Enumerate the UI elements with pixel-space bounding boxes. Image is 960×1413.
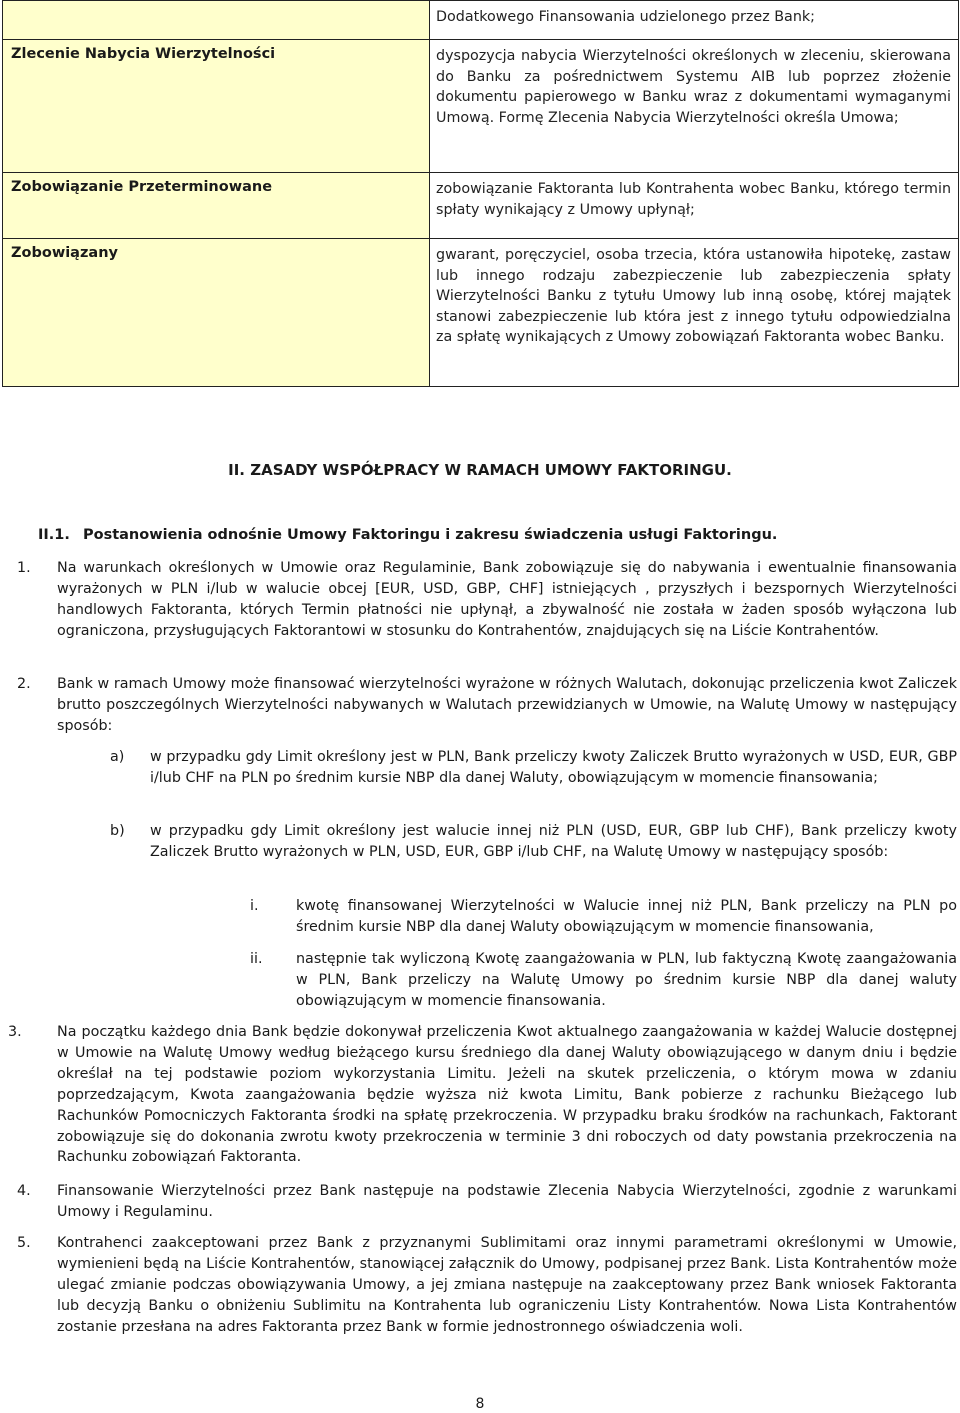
page-number: 8 [475,1396,485,1412]
definitions-table [2,0,959,387]
list-subitem [110,821,957,863]
list-subitem-letter: a) [110,749,125,765]
list-item-text: Na warunkach określonych w Umowie oraz Regulaminie, Bank zobowiązuje się do nabywania i ewentualnie finansowania wyrażonych w PLN i/lub w walucie obcej [EUR, USD, GBP, CHF] istniejących , przyszłych i bezspornych Wierzytelności handlowych Faktoranta, których Termin płatności nie upłynął, a zbywalność nie została w żaden sposób wyłączona lub ograniczona, przysługujących Faktorantowi w stosunku do Kontrahentów, znajdujących się na Liście Kontrahentów. [57,560,957,639]
definition-row [3,173,959,239]
list-subitem-text: w przypadku gdy Limit określony jest w PLN, Bank przeliczy kwoty Zaliczek Brutto wyrażonych w USD, EUR, GBP i/lub CHF na PLN po średnim kursie NBP dla danej Waluty, obowiązującym w momencie finansowania; [150,749,957,786]
definition-term: Zobowiązany [3,239,430,387]
list-roman-number: i. [250,898,259,914]
list-roman-text: następnie tak wyliczoną Kwotę zaangażowania w PLN, lub faktyczną Kwotę zaangażowania w PLN, Bank przeliczy na Walutę Umowy po średnim kursie NBP dla danej waluty obowiązującym w momencie finansowania. [296,951,957,1009]
list-roman-number: ii. [250,951,263,967]
subsection-number: II.1. [38,527,70,543]
list-item [17,674,957,737]
list-item-number: 3. [8,1024,22,1040]
list-subitem-letter: b) [110,823,125,839]
list-item-number: 1. [17,560,31,576]
definition-row [3,239,959,387]
list-item-text: Kontrahenci zaakceptowani przez Bank z przyznanymi Sublimitami oraz innymi parametrami określonymi w Umowie, wymienieni będą na Liście Kontrahentów, stanowiącej załącznik do Umowy, podpisanej przez Bank. Lista Kontrahentów może ulegać zmianie podczas obowiązywania Umowy, a jej zmiana następuje na zaakceptowany przez Bank wniosek Faktoranta lub decyzją Banku o obniżeniu Sublimitu na Kontrahenta lub ograniczeniu Listy Kontrahentów. Nowa Lista Kontrahentów zostanie przesłana na adres Faktoranta przez Bank w formie jednostronnego oświadczenia woli. [57,1235,957,1335]
subsection-heading: Postanowienia odnośnie Umowy Faktoringu i zakresu świadczenia usługi Faktoringu. [83,527,778,543]
list-roman-item [250,896,957,938]
list-subitem [110,747,957,789]
list-subitem-text: w przypadku gdy Limit określony jest walucie innej niż PLN (USD, EUR, GBP lub CHF), Bank przeliczy kwoty Zaliczek Brutto wyrażonych w PLN, USD, EUR, GBP i/lub CHF, na Walutę Umowy w następujący sposób: [150,823,957,860]
list-item-text: Na początku każdego dnia Bank będzie dokonywał przeliczenia Kwot aktualnego zaangażowania w każdej Walucie dostępnej w Umowie na Walutę Umowy według bieżącego kursu średniego dla danej Waluty obowiązującego w danym dniu i będzie określał na tej podstawie poziom wykorzystania Limitu. Jeżeli na skutek przeliczenia, o którym mowa w zdaniu poprzedzającym, Kwota zaangażowania będzie wyższa niż kwota Limitu, Bank pobierze z rachunku Bieżącego lub Rachunków Pomocniczych Faktoranta środki na spłatę przekroczenia. W przypadku braku środków na rachunkach, Faktorant zobowiązuje się do dokonania zwrotu kwoty przekroczenia w terminie 3 dni roboczych od daty powstania przekroczenia na Rachunku zobowiązań Faktoranta. [57,1024,957,1166]
definition-term: Zlecenie Nabycia Wierzytelności [3,40,430,173]
definition-desc: zobowiązanie Faktoranta lub Kontrahenta wobec Banku, którego termin spłaty wynikający z Umowy upłynął; [430,173,959,239]
definition-desc: dyspozycja nabycia Wierzytelności określonych w zleceniu, skierowana do Banku za pośrednictwem Systemu AIB lub poprzez złożenie dokumentu papierowego w Banku wraz z dokumentami wymaganymi Umową. Formę Zlecenia Nabycia Wierzytelności określa Umowa; [430,40,959,173]
list-roman-text: kwotę finansowanej Wierzytelności w Walucie innej niż PLN, Bank przeliczy na PLN po średnim kursie NBP dla danej Waluty obowiązującym w momencie finansowania, [296,898,957,935]
list-item [17,558,957,642]
definition-row [3,40,959,173]
subsection-title [38,527,777,543]
definition-row [3,1,959,40]
list-item-number: 5. [17,1235,31,1251]
list-item-number: 4. [17,1183,31,1199]
list-item-number: 2. [17,676,31,692]
list-item-text: Bank w ramach Umowy może finansować wierzytelności wyrażone w różnych Walutach, dokonując przeliczenia kwot Zaliczek brutto poszczególnych Wierzytelności nabywanych w Walutach przewidzianych w Umowie, na Walutę Umowy w następujący sposób: [57,676,957,734]
list-item-text: Finansowanie Wierzytelności przez Bank następuje na podstawie Zlecenia Nabycia Wierzytelności, zgodnie z warunkami Umowy i Regulaminu. [57,1183,957,1220]
section-title: II. ZASADY WSPÓŁPRACY W RAMACH UMOWY FAKTORINGU. [228,461,732,479]
list-item [17,1181,957,1223]
list-item [17,1233,957,1338]
list-roman-item [250,949,957,1012]
definition-term [3,1,430,40]
definition-desc: Dodatkowego Finansowania udzielonego przez Bank; [430,1,959,40]
definition-desc: gwarant, poręczyciel, osoba trzecia, która ustanowiła hipotekę, zastaw lub innego rodzaju zabezpieczenie lub zabezpieczenia spłaty Wierzytelności Banku z tytułu Umowy lub inną osobę, której majątek stanowi zabezpieczenie lub która jest z innego tytułu odpowiedzialna za spłatę wynikających z Umowy zobowiązań Faktoranta wobec Banku. [430,239,959,387]
list-item [8,1022,957,1168]
definition-term: Zobowiązanie Przeterminowane [3,173,430,239]
